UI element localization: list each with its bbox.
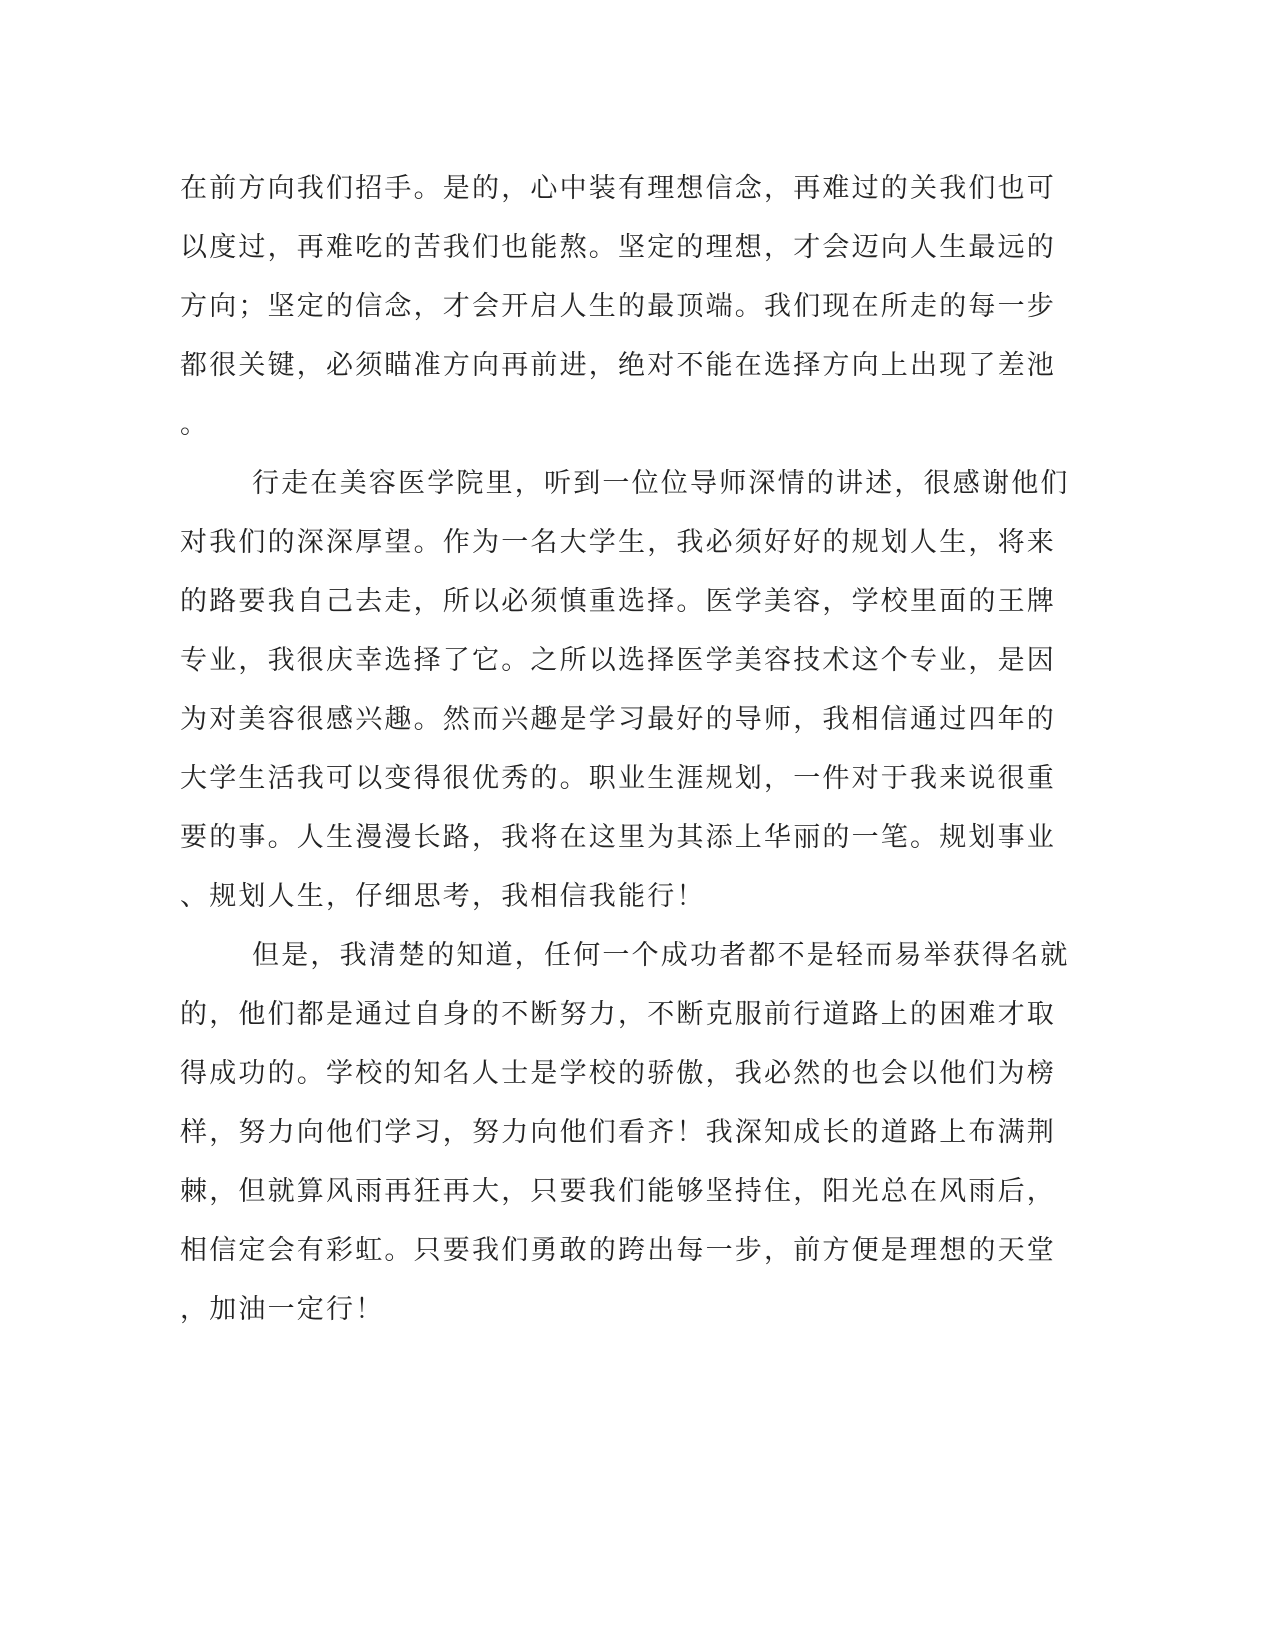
text-line: 。 (180, 409, 210, 440)
text-line: 的，他们都是通过自身的不断努力，不断克服前行道路上的困难才取 (180, 999, 1056, 1030)
text-line: 棘，但就算风雨再狂再大，只要我们能够坚持住，阳光总在风雨后， (180, 1176, 1056, 1207)
text-line: 对我们的深深厚望。作为一名大学生，我必须好好的规划人生，将来 (180, 527, 1056, 558)
text-line-indented: 但是，我清楚的知道，任何一个成功者都不是轻而易举获得名就 (252, 940, 1070, 971)
text-line: 方向；坚定的信念，才会开启人生的最顶端。我们现在所走的每一步 (180, 291, 1056, 322)
text-line: 的路要我自己去走，所以必须慎重选择。医学美容，学校里面的王牌 (180, 586, 1056, 617)
text-line: 样，努力向他们学习，努力向他们看齐！我深知成长的道路上布满荆 (180, 1117, 1056, 1148)
text-line: ，加油一定行！ (180, 1294, 385, 1325)
text-line: 在前方向我们招手。是的，心中装有理想信念，再难过的关我们也可 (180, 173, 1056, 204)
text-line: 为对美容很感兴趣。然而兴趣是学习最好的导师，我相信通过四年的 (180, 704, 1056, 735)
text-line: 要的事。人生漫漫长路，我将在这里为其添上华丽的一笔。规划事业 (180, 822, 1056, 853)
text-line: 以度过，再难吃的苦我们也能熬。坚定的理想，才会迈向人生最远的 (180, 232, 1056, 263)
text-line: 、规划人生，仔细思考，我相信我能行！ (180, 881, 706, 912)
text-line: 都很关键，必须瞄准方向再前进，绝对不能在选择方向上出现了差池 (180, 350, 1056, 381)
document-body (180, 159, 1070, 1339)
text-line-indented: 行走在美容医学院里，听到一位位导师深情的讲述，很感谢他们 (252, 468, 1070, 499)
text-line: 得成功的。学校的知名人士是学校的骄傲，我必然的也会以他们为榜 (180, 1058, 1056, 1089)
paragraph-1 (180, 159, 1060, 454)
text-line: 大学生活我可以变得很优秀的。职业生涯规划，一件对于我来说很重 (180, 763, 1056, 794)
paragraph-2 (180, 454, 1070, 926)
text-line: 相信定会有彩虹。只要我们勇敢的跨出每一步，前方便是理想的天堂 (180, 1235, 1056, 1266)
paragraph-3 (180, 926, 1070, 1339)
text-line: 专业，我很庆幸选择了它。之所以选择医学美容技术这个专业，是因 (180, 645, 1056, 676)
